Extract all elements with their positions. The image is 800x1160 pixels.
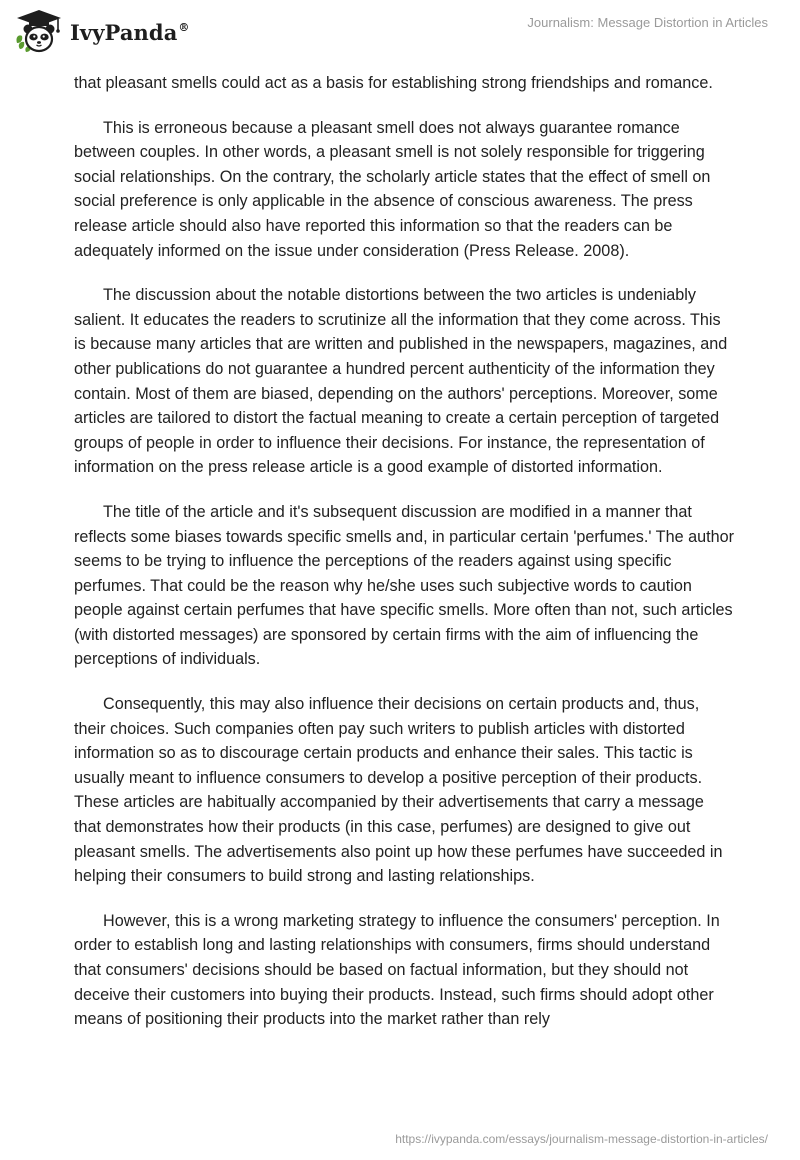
paragraph: This is erroneous because a pleasant smell does not always guarantee romance between couples. In other words, a pleasant smell is not solely responsible for triggering social relationships. On the contrary, the scholarly article states that the effect of smell on social preference is only applicable in the absence of conscious awareness. The press release article should also have reported this information so that the readers can be adequately informed on the issue under consideration (Press Release. 2008).: [74, 118, 711, 260]
paragraph: The title of the article and it's subsequent discussion are modified in a manner that reflects some biases towards specific smells and, in particular certain 'perfumes.' The author seems to be trying to influence the perceptions of the readers against using specific perfumes. That could be the reason why he/she uses such subjective words to caution people against certain perfumes that have specific smells. More often than not, such articles (with distorted messages) are sponsored by certain firms with the aim of influencing the perceptions of individuals.: [74, 502, 734, 669]
page-header: [0, 0, 800, 62]
paragraph: Consequently, this may also influence their decisions on certain products and, thus, their choices. Such companies often pay such writers to publish articles with distorted information so as to discourage certain products and enhance their sales. This tactic is usually meant to influence consumers to develop a positive perception of their products. These articles are habitually accompanied by their advertisements that carry a message that demonstrates how their products (in this case, perfumes) are designed to give out pleasant smells. The advertisements also point up how these perfumes have succeeded in helping their consumers to build strong and lasting relationships.: [74, 695, 723, 886]
brand-name: IvyPanda®: [70, 19, 190, 45]
paragraph: However, this is a wrong marketing strategy to influence the consumers' perception. In order to establish long and lasting relationships with consumers, firms should understand that consumers' decisions should be based on factual information, but they should not deceive their customers into buying their products. Instead, such firms should adopt other means of positioning their products into the market rather than rely: [74, 911, 720, 1029]
essay-content: [74, 71, 734, 1052]
paragraph: The discussion about the notable distortions between the two articles is undeniably salient. It educates the readers to scrutinize all the information that they come across. This is because many articles that are written and published in the newspapers, magazines, and other publications do not guarantee a hundred percent authenticity of the information they contain. Most of them are biased, depending on the authors' perceptions. Moreover, some articles are tailored to distort the factual meaning to create a certain perception of targeted groups of people in order to influence their decisions. For instance, the representation of information on the press release article is a good example of distorted information.: [74, 286, 728, 477]
registered-mark: ®: [178, 20, 190, 34]
panda-graduate-icon: [14, 9, 64, 55]
ivypanda-logo[interactable]: [14, 8, 190, 56]
paragraph: that pleasant smells could act as a basis for establishing strong friendships and romance.: [74, 74, 713, 92]
source-url-link[interactable]: https://ivypanda.com/essays/journalism-message-distortion-in-articles/: [395, 1132, 768, 1146]
document-title: Journalism: Message Distortion in Articles: [527, 15, 768, 30]
